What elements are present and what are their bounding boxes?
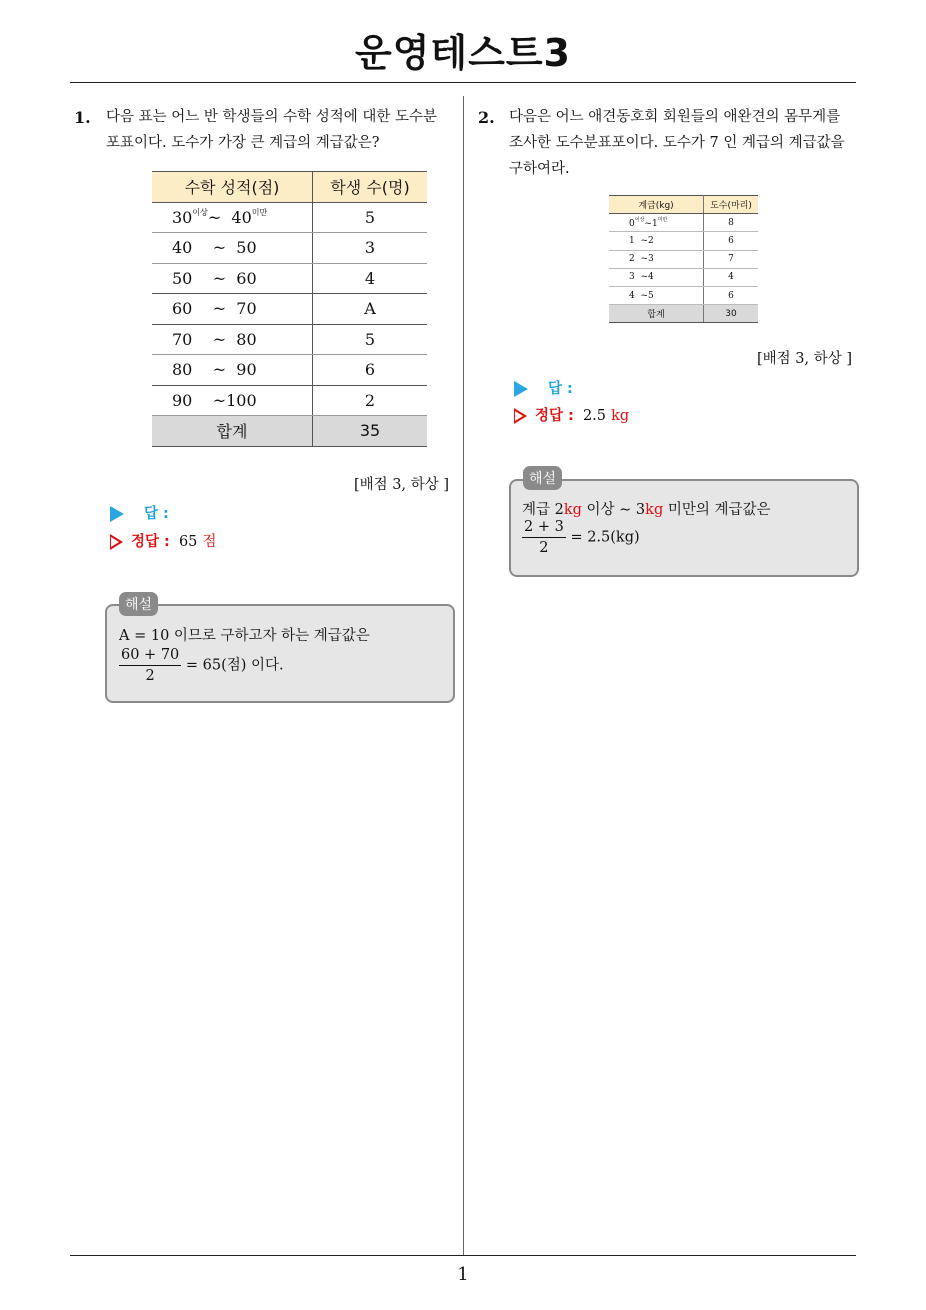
column-divider (463, 96, 464, 1256)
q1-row-range: 80 ~ 90 (152, 355, 313, 386)
q1-row-count: 2 (313, 385, 428, 416)
q2-explanation-text (522, 499, 847, 558)
q1-header-score: 수학 성적(점) (152, 172, 313, 203)
q2-row-range: 1 ~2 (609, 232, 704, 250)
q2-row-range: $0^{이상}\sim 1^{미만}$ (609, 214, 704, 232)
q2-text (509, 104, 861, 182)
q1-score: [배점 3, 하상 ] (354, 477, 450, 493)
q1-row-range: 90 ~100 (152, 385, 313, 416)
q1-total-value: 35 (313, 416, 428, 447)
q2-row-range: 2 ~3 (609, 250, 704, 268)
q2-exp-result: = 2.5(kg) (570, 529, 640, 546)
q2-text-line1: 다음은 어느 애견동호회 회원들의 애완견의 몸무게를 (509, 109, 841, 125)
q2-exp-line1: 계급 2kg 이상 ∼ 3kg 미만의 계급값은 (522, 502, 771, 518)
q1-header-count: 학생 수(명) (313, 172, 428, 203)
q2-row-count: 7 (704, 250, 759, 268)
q1-exp-line1: A = 10 이므로 구하고자 하는 계급값은 (119, 628, 370, 644)
q2-answer-label: 답 : (548, 381, 573, 397)
q2-exp-fraction: $\frac{2 + 3}{2}$ (524, 519, 564, 556)
q2-score: [배점 3, 하상 ] (757, 351, 853, 367)
q2-row-count: 4 (704, 268, 759, 286)
q1-text-line2: 포표이다. 도수가 가장 큰 계급의 계급값은? (106, 135, 380, 151)
bottom-rule (70, 1255, 856, 1256)
q2-correct-unit: kg (611, 408, 630, 424)
q2-row-range: 3 ~4 (609, 268, 704, 286)
q2-header-class: 계급(kg) (609, 196, 704, 214)
outline-triangle-icon (514, 408, 527, 424)
q1-exp-result: = 65(점) 이다. (185, 657, 284, 674)
q1-answer-label: 답 : (144, 506, 169, 522)
page-title: 운영테스트3 (355, 31, 571, 75)
q2-row-count: 6 (704, 232, 759, 250)
q1-correct-unit: 점 (202, 534, 217, 550)
q2-total-label: 합계 (609, 305, 704, 323)
page-number: 1 (457, 1264, 469, 1285)
q2-header-count: 도수(마리) (704, 196, 759, 214)
q2-row-range: 4 ~5 (609, 286, 704, 304)
q1-frequency-table (152, 171, 427, 447)
q2-number: 2. (478, 108, 495, 127)
outline-triangle-icon (110, 534, 123, 550)
q1-total-label: 합계 (152, 416, 313, 447)
q2-correct-line (514, 404, 629, 425)
q2-explanation-tag: 해설 (523, 466, 562, 490)
q1-row-range: 70 ~ 80 (152, 324, 313, 355)
play-triangle-icon (514, 381, 528, 397)
q2-answer-line (514, 377, 573, 398)
top-rule (70, 82, 856, 83)
q1-row-count: A (313, 294, 428, 325)
q1-correct-label: 정답 : (131, 534, 170, 550)
q2-total-value: 30 (704, 305, 759, 323)
q2-row-count: 6 (704, 286, 759, 304)
q1-correct-value: 65 (178, 534, 198, 550)
q1-correct-line (110, 530, 216, 551)
q1-explanation-text (119, 625, 444, 686)
q1-text-line1: 다음 표는 어느 반 학생들의 수학 성적에 대한 도수분 (106, 109, 438, 125)
q2-correct-label: 정답 : (535, 408, 574, 424)
q1-row-count: 4 (313, 263, 428, 294)
q2-row-count: 8 (704, 214, 759, 232)
q2-correct-value: 2.5 (582, 408, 606, 424)
q1-explanation-tag: 해설 (119, 592, 158, 616)
q1-answer-line (110, 502, 169, 523)
play-triangle-icon (110, 506, 124, 522)
q2-frequency-table (609, 195, 758, 323)
q1-row-count: 5 (313, 202, 428, 233)
q1-exp-fraction: $\frac{60 + 70}{2}$ (121, 647, 180, 684)
q2-text-line2: 조사한 도수분표포이다. 도수가 7 인 계급의 계급값을 (509, 135, 845, 151)
q1-text (106, 104, 458, 156)
q1-number: 1. (74, 108, 91, 127)
q1-row-range: $30^{이상}\sim$ $40^{미만}$ (152, 202, 313, 233)
q1-row-range: 50 ~ 60 (152, 263, 313, 294)
q2-text-line3: 구하여라. (509, 161, 570, 177)
q1-row-range: 40 ~ 50 (152, 233, 313, 264)
q1-row-count: 5 (313, 324, 428, 355)
q1-row-count: 6 (313, 355, 428, 386)
q1-row-range: 60 ~ 70 (152, 294, 313, 325)
q1-row-count: 3 (313, 233, 428, 264)
